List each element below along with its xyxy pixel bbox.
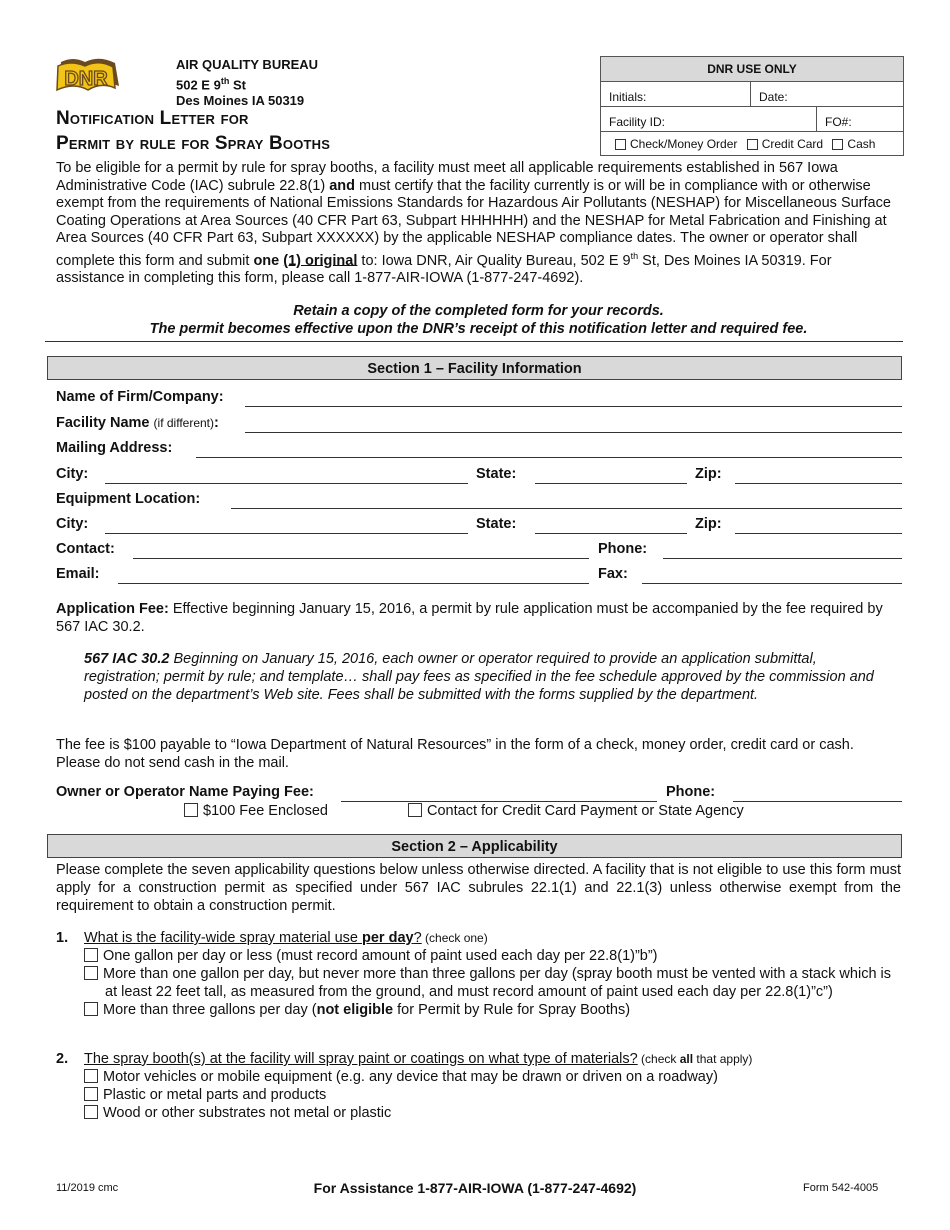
page-title: Notification Letter for Permit by rule for Spray Booths [56,108,331,154]
zip-label: Zip: [695,466,722,482]
effective-note: The permit becomes effective upon the DNR’s receipt of this notification letter and required fee. [149,321,808,337]
agency-address [176,57,318,109]
equipment-location-input[interactable] [231,508,902,509]
fee-enclosed-option: $100 Fee Enclosed [184,803,328,819]
dnr-logo [55,56,123,98]
fo-field[interactable]: FO#: [825,115,852,129]
zip-input[interactable] [735,483,902,484]
city-label: City: [56,466,89,482]
dnr-box-heading: DNR USE ONLY [601,57,903,82]
credit-card-contact-checkbox[interactable] [408,803,422,817]
zip-label: Zip: [695,516,722,532]
equipment-location-label: Equipment Location: [56,491,201,507]
facility-name-input[interactable] [245,432,902,433]
email-input[interactable] [118,583,589,584]
fax-label: Fax: [598,566,628,582]
city-input[interactable] [105,533,468,534]
q1-option-3-checkbox[interactable] [84,1002,98,1016]
cash-checkbox[interactable] [832,139,843,150]
fax-input[interactable] [642,583,902,584]
check-money-order-checkbox[interactable] [615,139,626,150]
application-fee-paragraph: Application Fee: Effective beginning January 15, 2016, a permit by rule application must be accompanied by the fee required by 567 IAC 30.2. [56,601,883,635]
payment-options: Check/Money Order Credit Card Cash [607,132,903,156]
state-label: State: [476,466,517,482]
q2-option-2-checkbox[interactable] [84,1087,98,1101]
owner-name-input[interactable] [341,801,657,802]
intro-paragraph: To be eligible for a permit by rule for spray booths, a facility must meet all applicable requirements established in 567 Iowa Administrative Code (IAC) subrule 22.8(1) and must certify that the facility currently is or will be in compliance with or otherwise exempt from the requirements of National Emissions Standards for Hazardous Air Pollutants (NESHAP) for Miscellaneous Surface Coating Operations at Area Sources (40 CFR Part 63, Subpart HHHHHH) and the NESHAP for Metal Fabrication and Finishing at Area Sources (40 CFR Part 63, Subpart XXXXXX) by the applicable NESHAP compliance dates. The owner or operator shall complete this form and submit one (1) original to: Iowa DNR, Air Quality Bureau, 502 E 9th St, Des Moines IA 50319. For assistance in completing this form, please call 1-877-AIR-IOWA (1-877-247-4692). [56,160,891,286]
owner-name-label: Owner or Operator Name Paying Fee: [56,784,314,800]
q1-option-1-checkbox[interactable] [84,948,98,962]
city-label: City: [56,516,89,532]
firm-input[interactable] [245,406,902,407]
mailing-label: Mailing Address: [56,440,173,456]
question-1: 1. What is the facility-wide spray material use per day? (check one) One gallon per day or less (must record amount of paint used each day per 22.8(1)”b”) More than one gallon per day, but never more than three gallons per day (spray booth must be vented with a stack which is at least 22 feet tall, as measured from the ground, and must record amount of paint used each day per 22.8(1)”c”) More than three gallons per day (not eligible for Permit by Rule for Spray Booths) [56,929,901,1019]
q2-option-1-checkbox[interactable] [84,1069,98,1083]
owner-phone-label: Phone: [666,784,716,800]
mailing-input[interactable] [196,457,902,458]
facility-id-field[interactable]: Facility ID: [601,107,817,131]
section1-heading: Section 1 – Facility Information [47,356,902,380]
contact-label: Contact: [56,541,115,557]
credit-card-contact-option: Contact for Credit Card Payment or State Agency [408,803,744,819]
q2-option-3-checkbox[interactable] [84,1105,98,1119]
agency-street: 502 E 9th St [176,76,246,93]
footer-assistance: For Assistance 1-877-AIR-IOWA (1-877-247-4692) [313,1180,637,1196]
agency-city: Des Moines IA 50319 [176,93,305,109]
state-input[interactable] [535,483,687,484]
contact-input[interactable] [133,558,589,559]
initials-field[interactable]: Initials: [601,82,751,106]
state-input[interactable] [535,533,687,534]
section2-intro: Please complete the seven applicability questions below unless otherwise directed. A facility that is not eligible to use this form must apply for a construction permit as specified under 567 IAC subrules 22.1(1) and 22.1(3) unless otherwise exempt from the requirement to obtain a construction permit. [56,862,901,914]
city-input[interactable] [105,483,468,484]
date-field[interactable]: Date: [759,90,788,104]
retain-note: Retain a copy of the completed form for your records. [293,303,664,319]
footer-form-number: Form 542-4005 [803,1182,879,1194]
q1-option-2-checkbox[interactable] [84,966,98,980]
credit-card-checkbox[interactable] [747,139,758,150]
phone-input[interactable] [663,558,902,559]
q2-option-3: Wood or other substrates not metal or plastic [84,1104,901,1122]
logo-text: DNR [64,68,108,90]
footer-date: 11/2019 cmc [56,1182,119,1194]
firm-label: Name of Firm/Company: [56,389,224,405]
fee-enclosed-checkbox[interactable] [184,803,198,817]
question-2: 2. The spray booth(s) at the facility will spray paint or coatings on what type of materials? (check all that apply) Motor vehicles or mobile equipment (e.g. any device that may be drawn or driven on a roadway) Plastic or metal parts and products Wood or other substrates not metal or plastic [56,1050,901,1122]
owner-phone-input[interactable] [733,801,902,802]
q1-option-1: One gallon per day or less (must record amount of paint used each day per 22.8(1)”b”) [84,947,901,965]
agency-name: AIR QUALITY BUREAU [176,57,319,72]
q2-option-2: Plastic or metal parts and products [84,1086,901,1104]
state-label: State: [476,516,517,532]
iac-quote: 567 IAC 30.2 Beginning on January 15, 2016, each owner or operator required to provide an application submittal, registration; permit by rule; and template… shall pay fees as specified in the fee schedule approved by the commission and posted on the department’s Web site. Fees shall be submitted with the forms supplied by the department. [84,651,874,703]
email-label: Email: [56,566,100,582]
divider [45,341,903,342]
facility-name-label: Facility Name (if different): [56,415,219,431]
q1-option-3: More than three gallons per day (not eligible for Permit by Rule for Spray Booths) [84,1001,901,1019]
dnr-logo-icon [55,56,123,98]
phone-label: Phone: [598,541,648,557]
q2-option-1: Motor vehicles or mobile equipment (e.g. any device that may be drawn or driven on a roadway) [84,1068,901,1086]
section2-heading: Section 2 – Applicability [47,834,902,858]
dnr-use-only-box [600,56,904,156]
fee-payable-paragraph: The fee is $100 payable to “Iowa Department of Natural Resources” in the form of a check, money order, credit card or cash. Please do not send cash in the mail. [56,737,854,771]
zip-input[interactable] [735,533,902,534]
q1-option-2: More than one gallon per day, but never more than three gallons per day (spray booth must be vented with a stack which is at least 22 feet tall, as measured from the ground, and must record amount of paint used each day per 22.8(1)”c”) [84,965,901,1001]
